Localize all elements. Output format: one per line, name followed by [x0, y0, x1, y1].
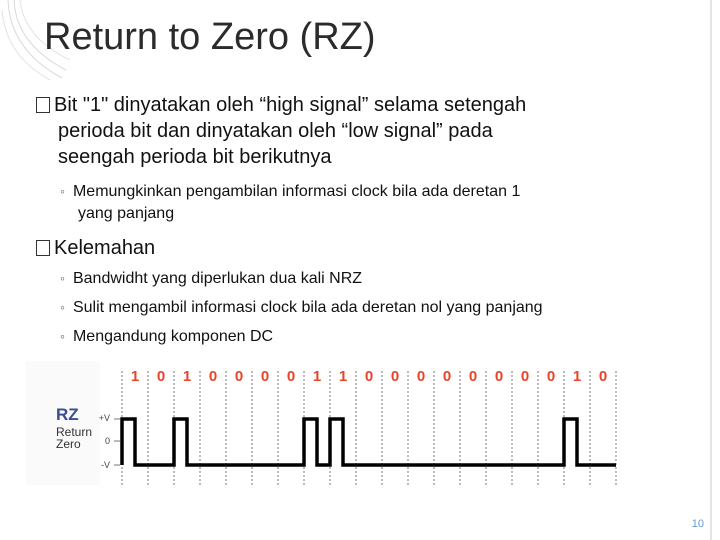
figure-label-zero: Zero — [56, 437, 81, 451]
bullet1-line3: seengah perioda bit berikutnya — [58, 146, 332, 168]
sub2-item-3: Mengandung komponen DC — [72, 328, 274, 345]
slide-title: Return to Zero (RZ) — [44, 16, 376, 58]
square-bullet-icon — [36, 97, 50, 113]
rz-waveform-svg — [26, 361, 638, 487]
sub2-item-2: Sulit mengambil informasi clock bila ada deretan nol yang panjang — [72, 299, 543, 316]
level-label: 0 — [104, 436, 110, 446]
sub1-line2: yang panjang — [78, 205, 175, 222]
bit-label: 0 — [364, 368, 374, 385]
rz-waveform-figure — [26, 361, 638, 487]
bit-label: 1 — [182, 368, 192, 385]
bullet1-line1: Bit "1" dinyatakan oleh “high signal” selama setengah — [54, 94, 527, 116]
bit-label: 1 — [338, 368, 348, 385]
ring-bullet-icon: ◦ — [60, 270, 65, 286]
level-label: -V — [101, 460, 110, 470]
bit-label: 1 — [312, 368, 322, 385]
bit-label: 0 — [598, 368, 608, 385]
bit-label: 0 — [468, 368, 478, 385]
bit-label: 0 — [390, 368, 400, 385]
page-number: 10 — [691, 518, 704, 530]
square-bullet-icon — [36, 240, 50, 256]
sub1-line1: Memungkinkan pengambilan informasi clock bila ada deretan 1 — [72, 183, 521, 200]
bit-label: 0 — [156, 368, 166, 385]
ring-bullet-icon: ◦ — [60, 183, 65, 199]
right-edge-rule — [710, 0, 712, 540]
bullet-rz-definition — [36, 92, 676, 170]
bit-label: 1 — [572, 368, 582, 385]
figure-label-return: Return — [56, 425, 93, 439]
bit-label: 0 — [546, 368, 556, 385]
sub-bullet-list — [60, 267, 543, 348]
level-label: +V — [98, 413, 110, 423]
bit-label: 1 — [130, 368, 140, 385]
bit-label: 0 — [286, 368, 296, 385]
bit-label: 0 — [234, 368, 244, 385]
ring-bullet-icon: ◦ — [60, 299, 65, 315]
bullet-kelemahan — [36, 235, 155, 261]
bit-label: 0 — [494, 368, 504, 385]
bullet1-line2: perioda bit dan dinyatakan oleh “low signal” pada — [58, 120, 493, 142]
bullet2-label: Kelemahan — [54, 237, 156, 259]
sub2-item-1: Bandwidht yang diperlukan dua kali NRZ — [72, 270, 363, 287]
bit-label: 0 — [208, 368, 218, 385]
bit-label: 0 — [416, 368, 426, 385]
figure-label-rz: RZ — [56, 405, 79, 424]
ring-bullet-icon: ◦ — [60, 328, 65, 344]
bit-label: 0 — [520, 368, 530, 385]
bit-label: 0 — [260, 368, 270, 385]
rz-signal-path — [122, 419, 616, 465]
bit-label: 0 — [442, 368, 452, 385]
sub-bullet-clock — [60, 180, 520, 225]
